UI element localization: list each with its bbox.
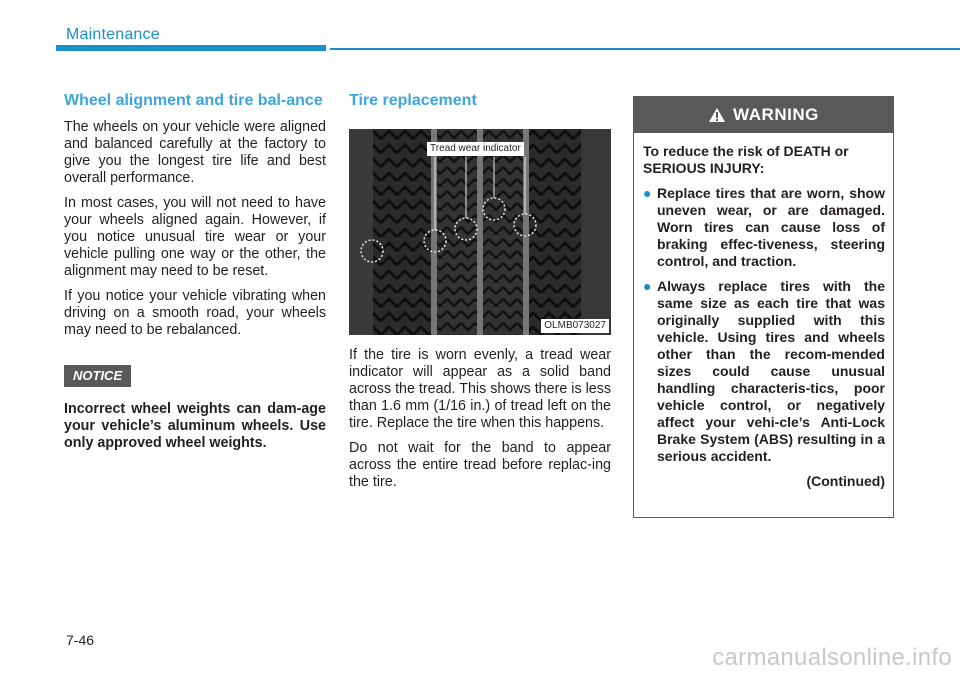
header-rule-thick (56, 45, 326, 51)
section-header: Maintenance (66, 26, 160, 43)
warning-box (633, 96, 894, 518)
warning-item (643, 278, 885, 465)
paragraph: In most cases, you will not need to have your wheels aligned again. However, if you notice unusual tire wear or your vehicle pulling one way or the other, the alignment may need to be reset. (64, 195, 326, 279)
bullet-icon: ● (643, 278, 652, 294)
tread-wear-indicator-label: Tread wear indicator (427, 142, 524, 156)
paragraph: If the tire is worn evenly, a tread wear indicator will appear as a solid band across the tread. This shows there is less than 1.6 mm (1/16 in.) of tread left on the tire. Replace the tire when this happens. (349, 347, 611, 431)
wheel-alignment-title: Wheel alignment and tire bal-ance (64, 92, 323, 109)
warning-body (634, 133, 893, 490)
figure-code: OLMB073027 (541, 319, 609, 333)
tire-replacement-section (349, 92, 611, 499)
tire-tread-image (349, 129, 611, 335)
warning-intro: To reduce the risk of DEATH or SERIOUS INJURY: (643, 143, 849, 176)
wheel-alignment-section (64, 92, 326, 452)
warning-item-text: Always replace tires with the same size as each tire that was originally supplied with this vehicle. Using tires and wheels other than the recom-mended sizes could cause unusual handling characteris-tics, poor vehicle control, or negatively affect your vehi-cle’s Anti-Lock Brake System (ABS) resulting in a serious accident. (657, 278, 885, 464)
warning-header (634, 97, 893, 133)
warning-item (643, 185, 885, 270)
paragraph: If you notice your vehicle vibrating when driving on a smooth road, your wheels may need to be rebalanced. (64, 288, 326, 338)
warning-item-text: Replace tires that are worn, show uneven wear, or are damaged. Worn tires can cause loss of braking effec-tiveness, steering control, and traction. (657, 185, 885, 269)
tire-tread-figure (349, 129, 611, 335)
watermark: carmanualsonline.info (712, 644, 952, 671)
notice-badge: NOTICE (64, 365, 131, 387)
continued-label: (Continued) (806, 473, 885, 489)
page-number: 7-46 (66, 632, 95, 648)
header-rule-thin (330, 48, 960, 50)
tire-replacement-title: Tire replacement (349, 92, 477, 109)
warning-triangle-icon (708, 107, 726, 123)
notice-text: Incorrect wheel weights can dam-age your vehicle’s aluminum wheels. Use only approved wheel weights. (64, 401, 326, 451)
paragraph: The wheels on your vehicle were aligned and balanced carefully at the factory to give you the longest tire life and best overall performance. (64, 119, 326, 186)
bullet-icon: ● (643, 185, 652, 201)
warning-heading: WARNING (733, 105, 819, 124)
paragraph: Do not wait for the band to appear across the entire tread before replac-ing the tire. (349, 440, 611, 490)
